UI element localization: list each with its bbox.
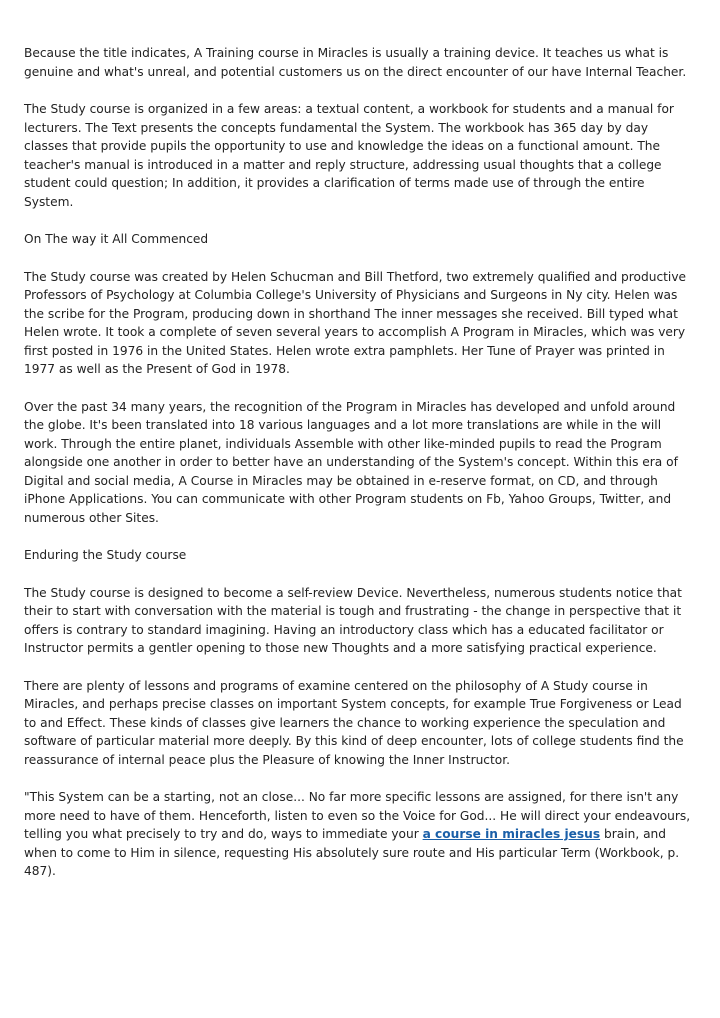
course-in-miracles-link[interactable]: a course in miracles jesus: [422, 827, 601, 841]
quote-text-after: brain, and when to come to Him in silence, requesting His absolutely sure route and His particular Term (Workbook, p. 487).: [24, 827, 680, 878]
quote-text-before: "This System can be a starting, not an close... No far more specific lessons are assigned, for there isn't any more need to have of them. Henceforth, listen to even so the Voice for God... He will direct your endeavours, telling you what precisely to try and do, ways to immediate your: [24, 790, 691, 841]
section-heading-experiencing: Enduring the Study course: [24, 548, 187, 562]
paragraph-intro: Because the title indicates, A Training course in Miracles is usually a training device. It teaches us what is genuine and what's unreal, and potential customers us on the direct encounter of our have Internal Teacher.: [24, 46, 687, 79]
paragraph-quote: [24, 788, 696, 881]
paragraph-origins: The Study course was created by Helen Schucman and Bill Thetford, two extremely qualified and productive Professors of Psychology at Columbia College's University of Physicians and Surgeons in Ny city. Helen was the scribe for the Program, producing down in shorthand The inner messages she received. Bill typed what Helen wrote. It took a complete of seven several years to accomplish A Program in Miracles, which was very first posted in 1976 in the United States. Helen wrote extra pamphlets. Her Tune of Prayer was printed in 1977 as well as the Present of God in 1978.: [24, 269, 687, 376]
paragraph-structure: The Study course is organized in a few areas: a textual content, a workbook for students and a manual for lecturers. The Text presents the concepts fundamental the System. The workbook has 365 day by day classes that provide pupils the opportunity to use and knowledge the ideas on a functional amount. The teacher's manual is introduced in a matter and reply structure, addressing usual thoughts that a college student could question; In addition, it provides a clarification of terms made use of through the entire System.: [24, 102, 674, 209]
paragraph-classes: There are plenty of lessons and programs of examine centered on the philosophy of A Study course in Miracles, and perhaps precise classes on important System concepts, for example True Forgiveness or Lead to and Effect. These kinds of classes give learners the chance to working experience the speculation and software of particular material more deeply. By this kind of deep encounter, lots of college students find the reassurance of internal peace plus the Pleasure of knowing the Inner Instructor.: [24, 678, 684, 767]
paragraph-popularity: Over the past 34 many years, the recognition of the Program in Miracles has developed and unfold around the globe. It's been translated into 18 various languages and a lot more translations are while in the will work. Through the entire planet, individuals Assemble with other like-minded pupils to read the Program alongside one another in order to better have an understanding of the System's concept. Within this era of Digital and social media, A Course in Miracles may be obtained in e-reserve format, on CD, and through iPhone Applications. You can communicate with other Program students on Fb, Yahoo Groups, Twitter, and numerous other Sites.: [24, 399, 678, 525]
paragraph-self-study: The Study course is designed to become a self-review Device. Nevertheless, numerous students notice that their to start with conversation with the material is tough and frustrating - the change in perspective that it offers is contrary to standard imagining. Having an introductory class which has a educated facilitator or Instructor permits a gentler opening to those new Thoughts and a more satisfying practical experience.: [24, 585, 682, 655]
section-heading-origins: On The way it All Commenced: [24, 232, 209, 246]
